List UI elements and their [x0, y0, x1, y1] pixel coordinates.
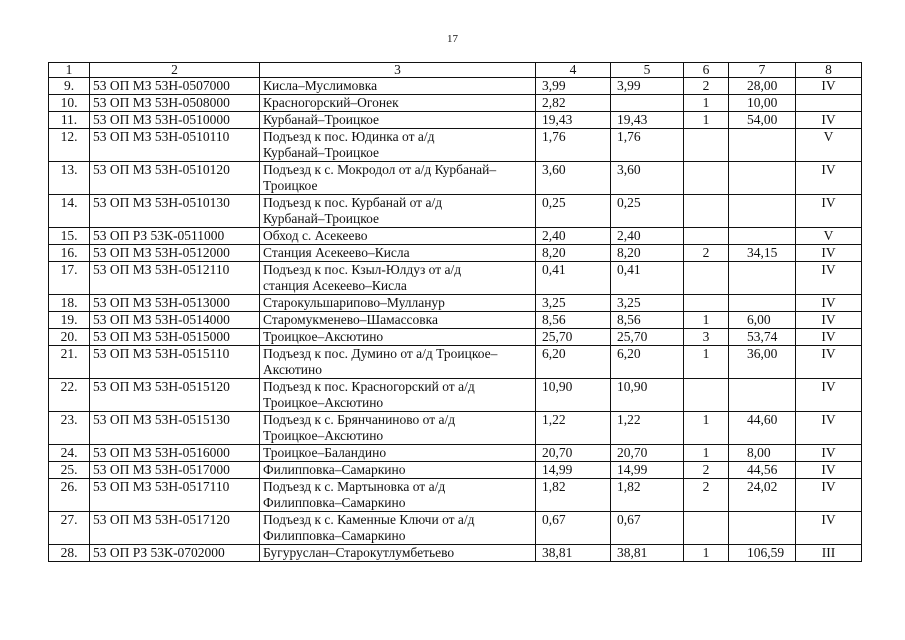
- col5-cell: [611, 95, 684, 112]
- col4-cell: 8,20: [536, 245, 611, 262]
- col7-cell: [729, 512, 796, 545]
- road-name-line: Подъезд к с. Брянчаниново от а/д: [263, 412, 456, 427]
- row-number-cell: 22.: [49, 379, 90, 412]
- col5-cell: 3,25: [611, 295, 684, 312]
- col6-cell: 1: [684, 545, 729, 562]
- header-cell: 8: [796, 63, 862, 78]
- road-category-cell: IV: [796, 412, 862, 445]
- table-row: [49, 78, 862, 95]
- col5-cell: 0,41: [611, 262, 684, 295]
- road-name-cell: [260, 346, 536, 379]
- col6-cell: 1: [684, 95, 729, 112]
- page-number: 17: [447, 33, 458, 45]
- table-row: [49, 245, 862, 262]
- col6-cell: 2: [684, 245, 729, 262]
- road-name-line: Троицкое–Аксютино: [263, 428, 384, 443]
- row-number-cell: 10.: [49, 95, 90, 112]
- road-name-line: Подъезд к пос. Думино от а/д Троицкое–: [263, 346, 498, 361]
- road-name-line: Троицкое–Аксютино: [263, 329, 384, 344]
- road-code-cell: 53 ОП МЗ 53Н-0515110: [90, 346, 260, 379]
- col6-cell: [684, 195, 729, 228]
- row-number-cell: 20.: [49, 329, 90, 346]
- col6-cell: 1: [684, 112, 729, 129]
- road-category-cell: IV: [796, 329, 862, 346]
- road-name-line: Троицкое: [263, 178, 318, 193]
- col7-cell: 8,00: [729, 445, 796, 462]
- header-cell: 1: [49, 63, 90, 78]
- road-name-line: Бугуруслан–Старокутлумбетьево: [263, 545, 455, 560]
- road-name-line: Подъезд к с. Мокродол от а/д Курбанай–: [263, 162, 497, 177]
- col7-cell: 106,59: [729, 545, 796, 562]
- col5-cell: 8,56: [611, 312, 684, 329]
- table-row: [49, 346, 862, 379]
- col6-cell: 1: [684, 312, 729, 329]
- road-category-cell: IV: [796, 346, 862, 379]
- road-name-cell: [260, 312, 536, 329]
- road-name-cell: [260, 545, 536, 562]
- row-number-cell: 19.: [49, 312, 90, 329]
- road-code-cell: 53 ОП МЗ 53Н-0512000: [90, 245, 260, 262]
- col7-cell: 6,00: [729, 312, 796, 329]
- row-number-cell: 9.: [49, 78, 90, 95]
- col5-cell: 38,81: [611, 545, 684, 562]
- road-category-cell: V: [796, 129, 862, 162]
- col6-cell: [684, 228, 729, 245]
- row-number-cell: 24.: [49, 445, 90, 462]
- road-category-cell: IV: [796, 312, 862, 329]
- col6-cell: [684, 295, 729, 312]
- road-name-line: Старокульшарипово–Мулланур: [263, 295, 445, 310]
- road-code-cell: 53 ОП МЗ 53Н-0510120: [90, 162, 260, 195]
- col5-cell: 3,60: [611, 162, 684, 195]
- road-name-cell: [260, 162, 536, 195]
- col7-cell: [729, 129, 796, 162]
- col4-cell: 3,60: [536, 162, 611, 195]
- road-name-line: Филипповка–Самаркино: [263, 528, 406, 543]
- col5-cell: 0,25: [611, 195, 684, 228]
- road-category-cell: III: [796, 545, 862, 562]
- road-name-cell: [260, 195, 536, 228]
- table-row: [49, 379, 862, 412]
- table-row: [49, 479, 862, 512]
- road-name-cell: [260, 479, 536, 512]
- col7-cell: 53,74: [729, 329, 796, 346]
- road-name-line: Обход с. Асекеево: [263, 228, 368, 243]
- col6-cell: [684, 129, 729, 162]
- road-code-cell: 53 ОП МЗ 53Н-0517120: [90, 512, 260, 545]
- row-number-cell: 23.: [49, 412, 90, 445]
- col4-cell: 3,99: [536, 78, 611, 95]
- table-row: [49, 195, 862, 228]
- col6-cell: 2: [684, 462, 729, 479]
- header-cell: 2: [90, 63, 260, 78]
- road-code-cell: 53 ОП РЗ 53К-0511000: [90, 228, 260, 245]
- row-number-cell: 16.: [49, 245, 90, 262]
- col4-cell: 3,25: [536, 295, 611, 312]
- col6-cell: 2: [684, 479, 729, 512]
- table-row: [49, 129, 862, 162]
- road-name-cell: [260, 245, 536, 262]
- col4-cell: 25,70: [536, 329, 611, 346]
- road-name-cell: [260, 445, 536, 462]
- road-name-line: Станция Асекеево–Кисла: [263, 245, 410, 260]
- col7-cell: 44,56: [729, 462, 796, 479]
- col7-cell: 44,60: [729, 412, 796, 445]
- road-name-cell: [260, 295, 536, 312]
- header-cell: 7: [729, 63, 796, 78]
- road-name-line: Курбанай–Троицкое: [263, 145, 380, 160]
- road-name-cell: [260, 329, 536, 346]
- col6-cell: 1: [684, 412, 729, 445]
- road-name-line: Подъезд к пос. Курбанай от а/д: [263, 195, 443, 210]
- col7-cell: 54,00: [729, 112, 796, 129]
- road-name-line: Красногорский–Огонек: [263, 95, 399, 110]
- row-number-cell: 18.: [49, 295, 90, 312]
- table-row: [49, 445, 862, 462]
- col7-cell: [729, 162, 796, 195]
- col4-cell: 10,90: [536, 379, 611, 412]
- road-category-cell: IV: [796, 479, 862, 512]
- road-code-cell: 53 ОП МЗ 53Н-0513000: [90, 295, 260, 312]
- row-number-cell: 27.: [49, 512, 90, 545]
- road-name-cell: [260, 95, 536, 112]
- road-category-cell: IV: [796, 112, 862, 129]
- col7-cell: 10,00: [729, 95, 796, 112]
- road-name-cell: [260, 228, 536, 245]
- road-name-line: Кисла–Муслимовка: [263, 78, 378, 93]
- road-code-cell: 53 ОП МЗ 53Н-0510000: [90, 112, 260, 129]
- road-category-cell: IV: [796, 379, 862, 412]
- col6-cell: 2: [684, 78, 729, 95]
- col6-cell: 1: [684, 445, 729, 462]
- row-number-cell: 25.: [49, 462, 90, 479]
- road-category-cell: [796, 95, 862, 112]
- road-code-cell: 53 ОП МЗ 53Н-0515000: [90, 329, 260, 346]
- col5-cell: 1,22: [611, 412, 684, 445]
- road-code-cell: 53 ОП МЗ 53Н-0510110: [90, 129, 260, 162]
- table-row: [49, 228, 862, 245]
- road-code-cell: 53 ОП РЗ 53К-0702000: [90, 545, 260, 562]
- road-category-cell: IV: [796, 195, 862, 228]
- col7-cell: 36,00: [729, 346, 796, 379]
- table-body: [49, 63, 862, 562]
- header-cell: 6: [684, 63, 729, 78]
- col4-cell: 2,40: [536, 228, 611, 245]
- col6-cell: 3: [684, 329, 729, 346]
- col7-cell: 34,15: [729, 245, 796, 262]
- col5-cell: 6,20: [611, 346, 684, 379]
- road-code-cell: 53 ОП МЗ 53Н-0515130: [90, 412, 260, 445]
- road-name-line: Филипповка–Самаркино: [263, 462, 406, 477]
- row-number-cell: 12.: [49, 129, 90, 162]
- header-cell: 4: [536, 63, 611, 78]
- road-name-line: Курбанай–Троицкое: [263, 211, 380, 226]
- road-name-line: Троицкое–Баландино: [263, 445, 387, 460]
- road-name-cell: [260, 262, 536, 295]
- table-row: [49, 462, 862, 479]
- table-row: [49, 412, 862, 445]
- road-category-cell: IV: [796, 262, 862, 295]
- col5-cell: 25,70: [611, 329, 684, 346]
- road-name-line: Подъезд к с. Мартыновка от а/д: [263, 479, 446, 494]
- road-code-cell: 53 ОП МЗ 53Н-0510130: [90, 195, 260, 228]
- col4-cell: 0,41: [536, 262, 611, 295]
- table-row: [49, 112, 862, 129]
- road-name-line: Подъезд к пос. Юдинка от а/д: [263, 129, 435, 144]
- road-category-cell: IV: [796, 462, 862, 479]
- col4-cell: 19,43: [536, 112, 611, 129]
- row-number-cell: 28.: [49, 545, 90, 562]
- col5-cell: 20,70: [611, 445, 684, 462]
- table-row: [49, 95, 862, 112]
- road-name-cell: [260, 112, 536, 129]
- road-category-cell: IV: [796, 445, 862, 462]
- road-code-cell: 53 ОП МЗ 53Н-0512110: [90, 262, 260, 295]
- col6-cell: [684, 262, 729, 295]
- road-code-cell: 53 ОП МЗ 53Н-0517110: [90, 479, 260, 512]
- col7-cell: 24,02: [729, 479, 796, 512]
- road-name-line: Подъезд к пос. Красногорский от а/д: [263, 379, 475, 394]
- col5-cell: 8,20: [611, 245, 684, 262]
- row-number-cell: 21.: [49, 346, 90, 379]
- col6-cell: [684, 512, 729, 545]
- road-code-cell: 53 ОП МЗ 53Н-0515120: [90, 379, 260, 412]
- table-row: [49, 312, 862, 329]
- col7-cell: [729, 195, 796, 228]
- col7-cell: [729, 228, 796, 245]
- col5-cell: 2,40: [611, 228, 684, 245]
- table-row: [49, 295, 862, 312]
- col4-cell: 6,20: [536, 346, 611, 379]
- col5-cell: 14,99: [611, 462, 684, 479]
- col7-cell: 28,00: [729, 78, 796, 95]
- road-category-cell: IV: [796, 512, 862, 545]
- row-number-cell: 17.: [49, 262, 90, 295]
- col5-cell: 19,43: [611, 112, 684, 129]
- road-name-line: Аксютино: [263, 362, 322, 377]
- road-code-cell: 53 ОП МЗ 53Н-0507000: [90, 78, 260, 95]
- col4-cell: 20,70: [536, 445, 611, 462]
- road-code-cell: 53 ОП МЗ 53Н-0517000: [90, 462, 260, 479]
- col6-cell: 1: [684, 346, 729, 379]
- col7-cell: [729, 295, 796, 312]
- road-name-cell: [260, 512, 536, 545]
- road-category-cell: V: [796, 228, 862, 245]
- col5-cell: 0,67: [611, 512, 684, 545]
- col4-cell: 1,76: [536, 129, 611, 162]
- road-name-line: Подъезд к с. Каменные Ключи от а/д: [263, 512, 475, 527]
- col4-cell: 1,22: [536, 412, 611, 445]
- road-name-cell: [260, 379, 536, 412]
- col6-cell: [684, 162, 729, 195]
- col7-cell: [729, 379, 796, 412]
- road-name-line: Старомукменево–Шамассовка: [263, 312, 439, 327]
- road-name-line: Курбанай–Троицкое: [263, 112, 380, 127]
- col4-cell: 0,25: [536, 195, 611, 228]
- row-number-cell: 13.: [49, 162, 90, 195]
- road-name-cell: [260, 78, 536, 95]
- col5-cell: 3,99: [611, 78, 684, 95]
- col4-cell: 14,99: [536, 462, 611, 479]
- road-category-cell: IV: [796, 78, 862, 95]
- table-row: [49, 545, 862, 562]
- road-category-cell: IV: [796, 162, 862, 195]
- road-category-cell: IV: [796, 295, 862, 312]
- road-category-cell: IV: [796, 245, 862, 262]
- col4-cell: 38,81: [536, 545, 611, 562]
- row-number-cell: 26.: [49, 479, 90, 512]
- row-number-cell: 11.: [49, 112, 90, 129]
- row-number-cell: 15.: [49, 228, 90, 245]
- col6-cell: [684, 379, 729, 412]
- road-code-cell: 53 ОП МЗ 53Н-0514000: [90, 312, 260, 329]
- road-name-cell: [260, 129, 536, 162]
- col4-cell: 2,82: [536, 95, 611, 112]
- road-name-line: Филипповка–Самаркино: [263, 495, 406, 510]
- table-row: [49, 262, 862, 295]
- road-name-line: Подъезд к пос. Кзыл-Юлдуз от а/д: [263, 262, 462, 277]
- col7-cell: [729, 262, 796, 295]
- road-name-cell: [260, 462, 536, 479]
- roads-table: [48, 62, 862, 562]
- table-row: [49, 512, 862, 545]
- header-cell: 3: [260, 63, 536, 78]
- table-row: [49, 162, 862, 195]
- col4-cell: 0,67: [536, 512, 611, 545]
- road-name-line: Троицкое–Аксютино: [263, 395, 384, 410]
- header-row: [49, 63, 862, 78]
- road-code-cell: 53 ОП МЗ 53Н-0508000: [90, 95, 260, 112]
- col5-cell: 10,90: [611, 379, 684, 412]
- header-cell: 5: [611, 63, 684, 78]
- road-name-cell: [260, 412, 536, 445]
- col4-cell: 8,56: [536, 312, 611, 329]
- col5-cell: 1,82: [611, 479, 684, 512]
- row-number-cell: 14.: [49, 195, 90, 228]
- road-name-line: станция Асекеево–Кисла: [263, 278, 407, 293]
- col5-cell: 1,76: [611, 129, 684, 162]
- road-code-cell: 53 ОП МЗ 53Н-0516000: [90, 445, 260, 462]
- table-row: [49, 329, 862, 346]
- col4-cell: 1,82: [536, 479, 611, 512]
